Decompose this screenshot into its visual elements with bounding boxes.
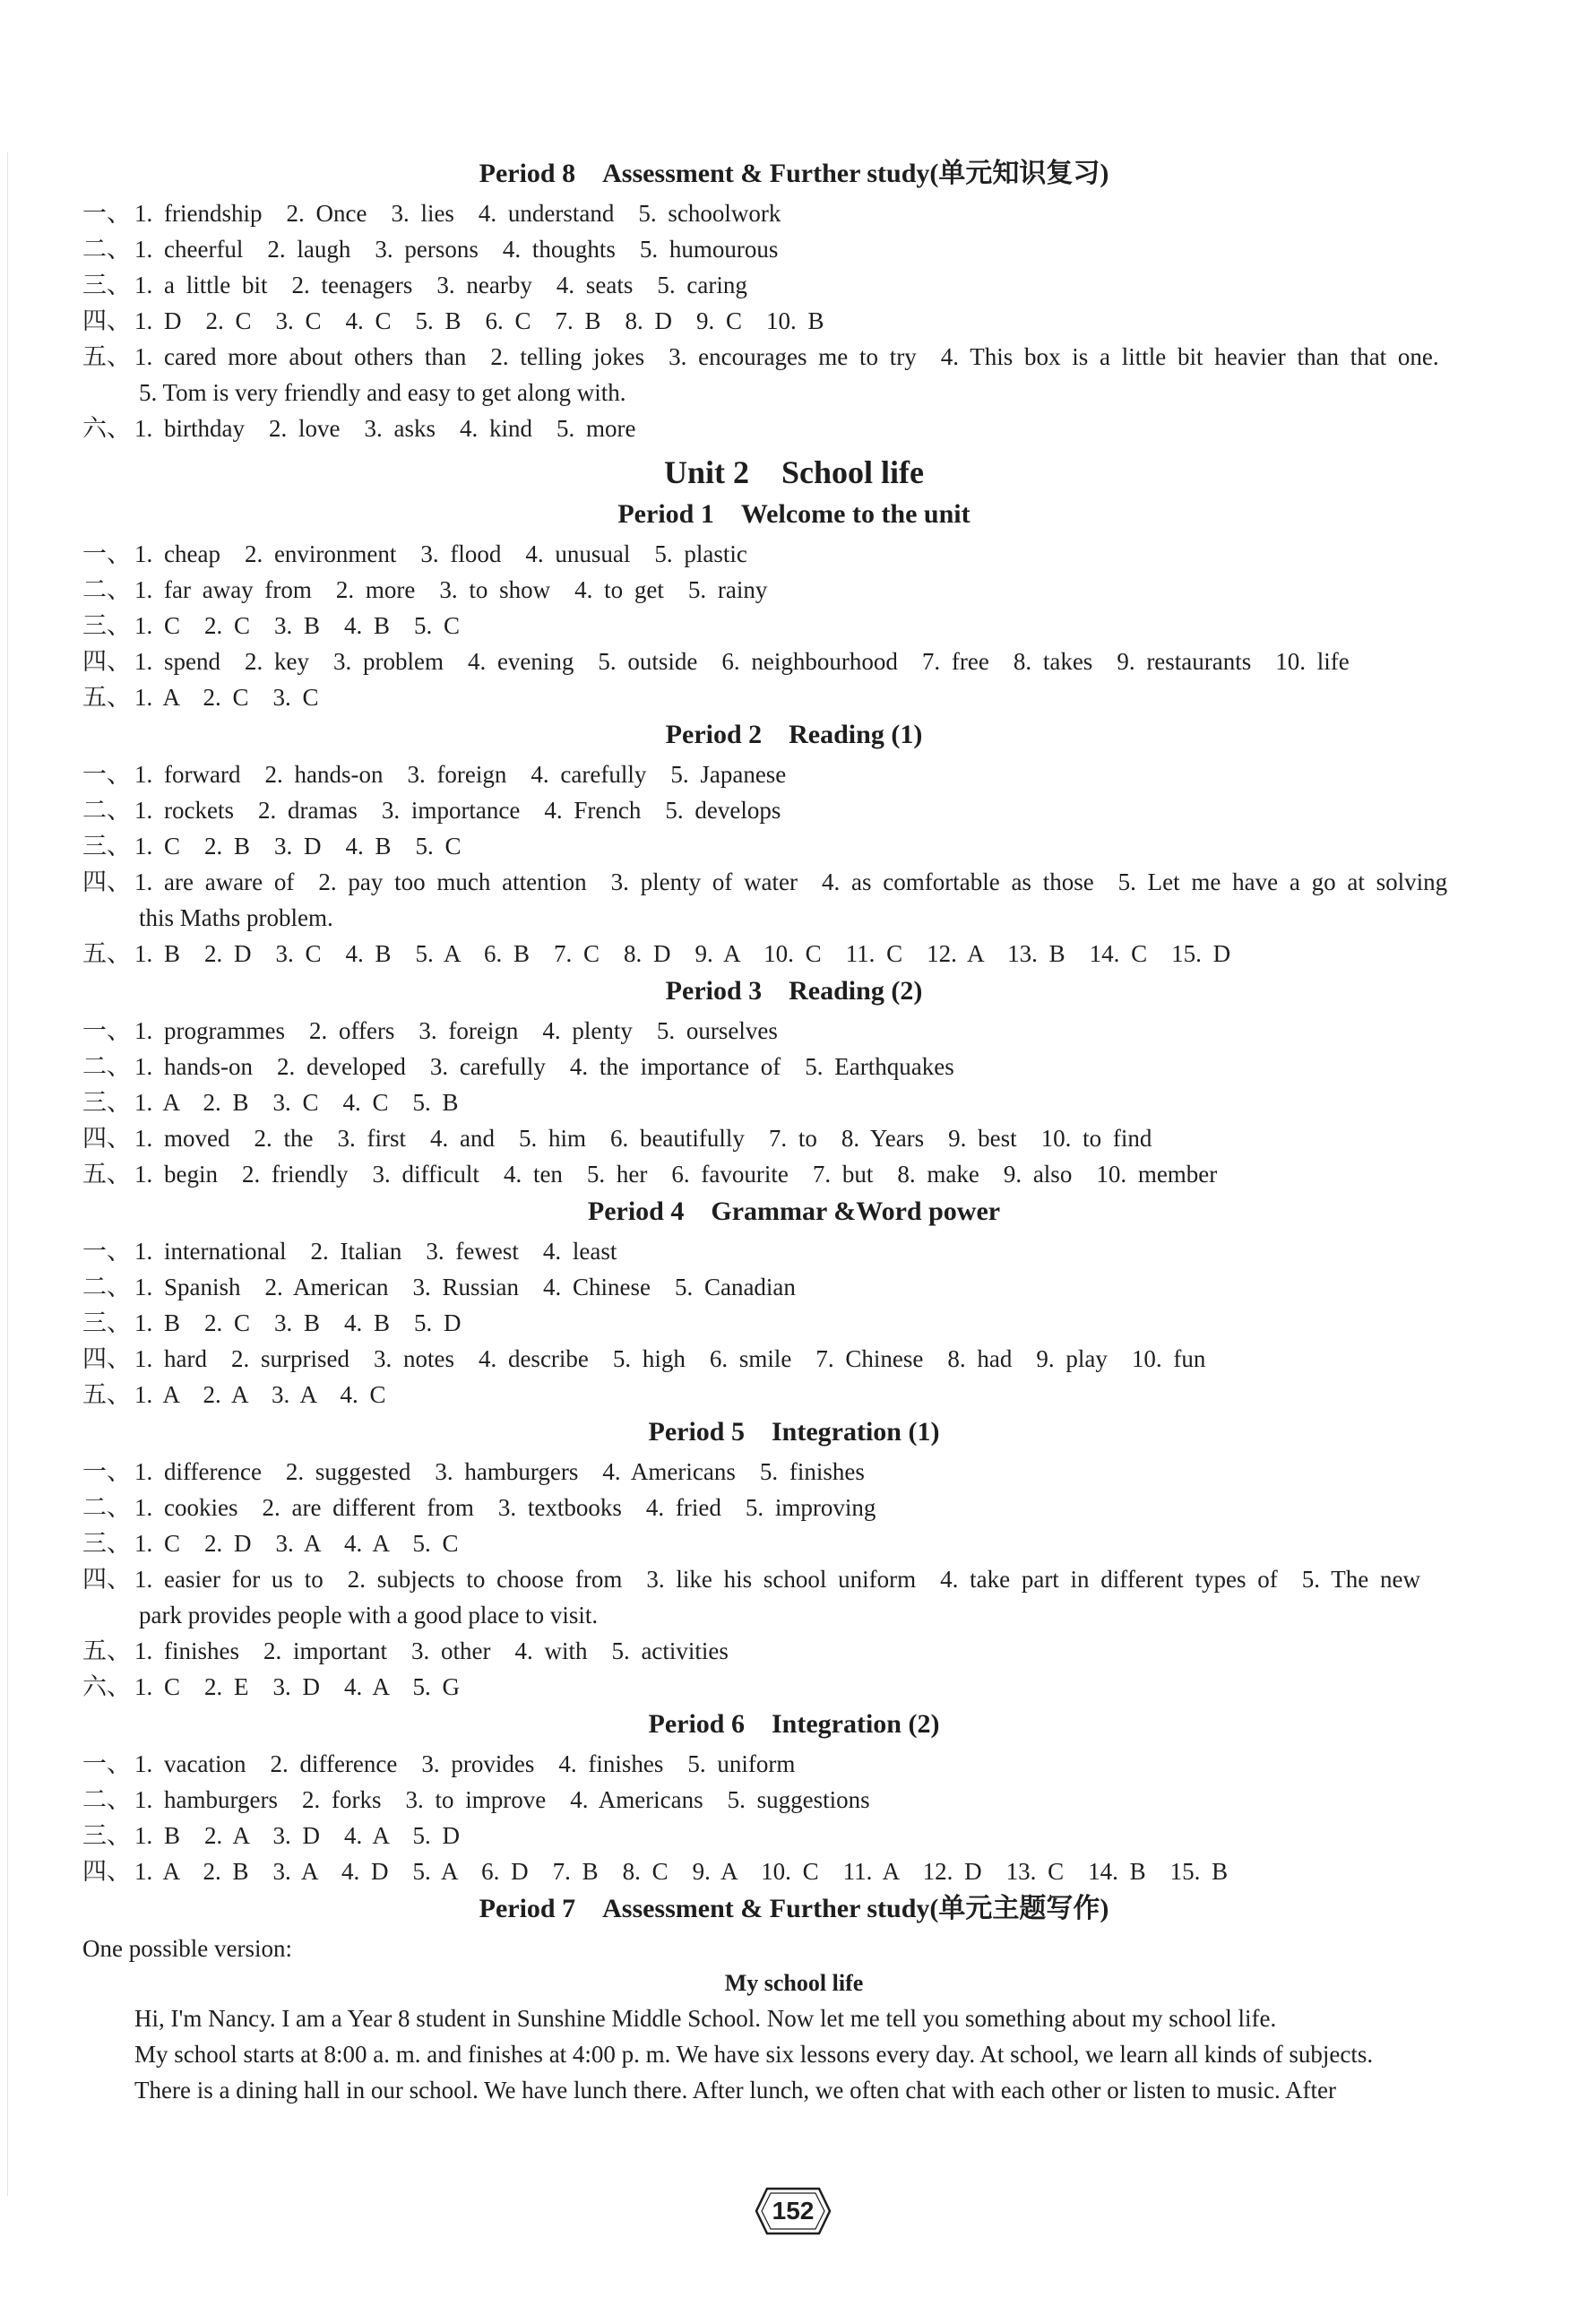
answer-row	[82, 1490, 1505, 1525]
answer-row	[82, 1269, 1505, 1305]
exercise-label: 三、	[82, 1309, 131, 1336]
answer-row	[82, 1233, 1505, 1269]
answer-text: 1. cookies 2. are different from 3. textbooks 4. fried 5. improving	[134, 1494, 876, 1521]
answer-text: 1. vacation 2. difference 3. provides 4. finishes 5. uniform	[134, 1750, 796, 1777]
answer-row	[82, 828, 1505, 864]
answer-text: 1. hamburgers 2. forks 3. to improve 4. Americans 5. suggestions	[134, 1786, 870, 1813]
exercise-label: 四、	[82, 1566, 131, 1593]
answer-row	[82, 1818, 1505, 1853]
essay-paragraph: There is a dining hall in our school. We have lunch there. After lunch, we often chat with each other or listen to music. After	[134, 2077, 1336, 2104]
exercise-label: 四、	[82, 1345, 131, 1372]
essay-intro: One possible version:	[82, 1935, 292, 1962]
answer-continuation: this Maths problem.	[139, 904, 333, 931]
exercise-label: 六、	[82, 415, 131, 442]
period-heading: Period 4 Grammar &Word power	[587, 1197, 1001, 1226]
answer-text: 1. B 2. C 3. B 4. B 5. D	[134, 1309, 462, 1336]
answer-text: 1. A 2. A 3. A 4. C	[134, 1381, 386, 1408]
answer-text: 1. rockets 2. dramas 3. importance 4. French 5. develops	[134, 797, 781, 824]
answer-text: 1. Spanish 2. American 3. Russian 4. Chinese 5. Canadian	[134, 1274, 796, 1300]
answer-row	[82, 1454, 1505, 1490]
essay-paragraph: My school starts at 8:00 a. m. and finishes at 4:00 p. m. We have six lessons every day. At school, we learn all kinds of subjects.	[134, 2041, 1374, 2068]
answer-text: 1. A 2. B 3. A 4. D 5. A 6. D 7. B 8. C 9. A 10. C 11. A 12. D 13. C 14. B 15. B	[134, 1858, 1229, 1885]
exercise-label: 二、	[82, 576, 131, 603]
answer-text: 1. hands-on 2. developed 3. carefully 4. the importance of 5. Earthquakes	[134, 1053, 954, 1080]
exercise-label: 二、	[82, 1786, 131, 1813]
essay-paragraph: Hi, I'm Nancy. I am a Year 8 student in Sunshine Middle School. Now let me tell you something about my school life.	[134, 2005, 1277, 2032]
exercise-label: 五、	[82, 940, 131, 967]
unit-heading: Unit 2 School life	[663, 454, 924, 490]
exercise-label: 五、	[82, 1381, 131, 1408]
exercise-label: 四、	[82, 1858, 131, 1885]
answer-row	[82, 1377, 1505, 1413]
answer-text: 1. finishes 2. important 3. other 4. with 5. activities	[134, 1637, 729, 1664]
answer-row	[82, 1120, 1505, 1156]
answer-text: 1. far away from 2. more 3. to show 4. to get 5. rainy	[134, 576, 768, 603]
answer-row	[82, 1633, 1505, 1669]
answer-text: 1. spend 2. key 3. problem 4. evening 5. outside 6. neighbourhood 7. free 8. takes 9. restaurants 10. life	[134, 648, 1350, 675]
exercise-label: 一、	[82, 761, 131, 788]
answer-text: 1. B 2. A 3. D 4. A 5. D	[134, 1822, 461, 1849]
period-heading: Period 3 Reading (2)	[665, 976, 923, 1006]
exercise-label: 二、	[82, 1274, 131, 1300]
answer-row	[82, 792, 1505, 828]
answer-row	[82, 339, 1505, 375]
answer-row	[82, 608, 1505, 644]
answer-text: 1. B 2. D 3. C 4. B 5. A 6. B 7. C 8. D 9. A 10. C 11. C 12. A 13. B 14. C 15. D	[134, 940, 1231, 967]
answer-row	[82, 756, 1505, 792]
answer-row	[82, 1084, 1505, 1120]
answer-text: 1. difference 2. suggested 3. hamburgers 4. Americans 5. finishes	[134, 1458, 865, 1485]
answer-text: 1. easier for us to 2. subjects to choose from 3. like his school uniform 4. take part in different types of 5. The new	[134, 1566, 1420, 1593]
period-heading: Period 6 Integration (2)	[648, 1709, 940, 1739]
exercise-label: 四、	[82, 648, 131, 675]
exercise-label: 一、	[82, 1238, 131, 1265]
answer-row	[82, 864, 1505, 900]
exercise-label: 三、	[82, 272, 131, 298]
exercise-label: 三、	[82, 1089, 131, 1116]
exercise-label: 一、	[82, 1458, 131, 1485]
answer-row	[82, 410, 1505, 446]
exercise-label: 一、	[82, 1750, 131, 1777]
exercise-label: 二、	[82, 797, 131, 824]
answer-row	[82, 1669, 1505, 1705]
exercise-label: 一、	[82, 200, 131, 227]
answer-continuation: 5. Tom is very friendly and easy to get along with.	[139, 379, 626, 406]
answer-row	[82, 936, 1505, 972]
model-essay	[82, 1931, 1505, 2108]
period-heading: Period 8 Assessment & Further study(单元知识复习)	[479, 159, 1109, 188]
essay-title: My school life	[724, 1970, 864, 1996]
answer-row	[82, 644, 1505, 679]
answer-key-content	[82, 154, 1505, 2108]
exercise-label: 一、	[82, 1017, 131, 1044]
exercise-label: 五、	[82, 1161, 131, 1188]
answer-row	[82, 195, 1505, 231]
answer-row	[82, 1305, 1505, 1341]
exercise-label: 三、	[82, 1822, 131, 1849]
answer-text: 1. a little bit 2. teenagers 3. nearby 4. seats 5. caring	[134, 272, 747, 298]
answer-continuation: park provides people with a good place to visit.	[139, 1602, 599, 1629]
answer-row	[82, 536, 1505, 572]
answer-row	[82, 1156, 1505, 1192]
exercise-label: 二、	[82, 1053, 131, 1080]
exercise-label: 三、	[82, 833, 131, 860]
answer-text: 1. C 2. B 3. D 4. B 5. C	[134, 833, 462, 860]
exercise-label: 一、	[82, 540, 131, 567]
page-number-badge	[755, 2185, 832, 2237]
answer-text: 1. moved 2. the 3. first 4. and 5. him 6. beautifully 7. to 8. Years 9. best 10. to find	[134, 1125, 1152, 1152]
answer-row	[82, 679, 1505, 715]
page-number: 152	[772, 2197, 815, 2225]
exercise-label: 四、	[82, 868, 131, 895]
answer-row	[82, 1525, 1505, 1561]
answer-row	[82, 1853, 1505, 1889]
answer-text: 1. cheap 2. environment 3. flood 4. unusual 5. plastic	[134, 540, 747, 567]
answer-text: 1. C 2. D 3. A 4. A 5. C	[134, 1530, 459, 1557]
exercise-label: 二、	[82, 236, 131, 263]
answer-text: 1. birthday 2. love 3. asks 4. kind 5. more	[134, 415, 636, 442]
answer-row	[82, 1341, 1505, 1377]
exercise-label: 四、	[82, 1125, 131, 1152]
exercise-label: 五、	[82, 684, 131, 711]
exercise-label: 五、	[82, 343, 131, 370]
exercise-label: 二、	[82, 1494, 131, 1521]
answer-row	[82, 231, 1505, 267]
answer-text: 1. A 2. C 3. C	[134, 684, 319, 711]
answer-text: 1. friendship 2. Once 3. lies 4. understand 5. schoolwork	[134, 200, 781, 227]
period-heading: Period 5 Integration (1)	[648, 1417, 940, 1447]
answer-text: 1. D 2. C 3. C 4. C 5. B 6. C 7. B 8. D 9. C 10. B	[134, 307, 824, 334]
period-heading: Period 2 Reading (1)	[665, 720, 923, 749]
answer-text: 1. programmes 2. offers 3. foreign 4. plenty 5. ourselves	[134, 1017, 778, 1044]
exercise-label: 三、	[82, 1530, 131, 1557]
margin-rule	[7, 152, 8, 2196]
answer-row	[82, 1746, 1505, 1782]
answer-text: 1. A 2. B 3. C 4. C 5. B	[134, 1089, 459, 1116]
answer-row	[82, 303, 1505, 339]
exercise-label: 四、	[82, 307, 131, 334]
exercise-label: 六、	[82, 1673, 131, 1700]
answer-row	[82, 572, 1505, 608]
answer-text: 1. begin 2. friendly 3. difficult 4. ten 5. her 6. favourite 7. but 8. make 9. also 10. member	[134, 1161, 1218, 1188]
exercise-label: 五、	[82, 1637, 131, 1664]
answer-sections	[82, 156, 1505, 1927]
answer-text: 1. cared more about others than 2. telling jokes 3. encourages me to try 4. This box is a little bit heavier than that one.	[134, 343, 1439, 370]
answer-text: 1. hard 2. surprised 3. notes 4. describe 5. high 6. smile 7. Chinese 8. had 9. play 10. fun	[134, 1345, 1206, 1372]
exercise-label: 三、	[82, 612, 131, 639]
answer-row	[82, 267, 1505, 303]
period-heading: Period 1 Welcome to the unit	[617, 499, 971, 529]
answer-text: 1. are aware of 2. pay too much attention 3. plenty of water 4. as comfortable as those 5. Let me have a go at solving	[134, 868, 1448, 895]
answer-row	[82, 1561, 1505, 1597]
answer-text: 1. C 2. E 3. D 4. A 5. G	[134, 1673, 461, 1700]
answer-text: 1. forward 2. hands-on 3. foreign 4. carefully 5. Japanese	[134, 761, 787, 788]
answer-row	[82, 1013, 1505, 1049]
answer-row	[82, 1782, 1505, 1818]
answer-text: 1. cheerful 2. laugh 3. persons 4. thoughts 5. humourous	[134, 236, 779, 263]
answer-text: 1. international 2. Italian 3. fewest 4. least	[134, 1238, 617, 1265]
period-heading: Period 7 Assessment & Further study(单元主题写作)	[479, 1894, 1109, 1923]
answer-row	[82, 1049, 1505, 1084]
answer-text: 1. C 2. C 3. B 4. B 5. C	[134, 612, 461, 639]
